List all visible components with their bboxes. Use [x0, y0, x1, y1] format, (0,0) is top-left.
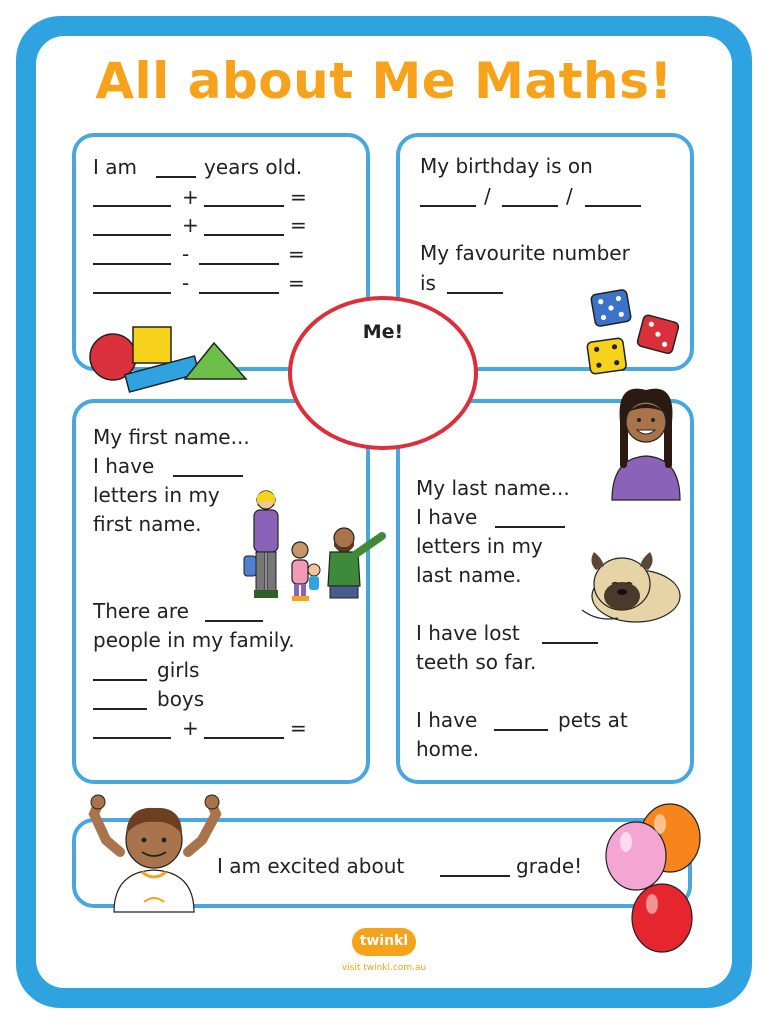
family-there-are: There are	[93, 599, 189, 623]
girl-illustration	[606, 388, 686, 500]
family-count-blank[interactable]	[205, 620, 263, 622]
family-sum-blank-a[interactable]	[93, 737, 171, 739]
balloons-icon	[600, 800, 710, 960]
boys-label: boys	[157, 687, 205, 711]
first-name-letters: letters in my	[93, 483, 220, 507]
sum2-blank-a[interactable]	[93, 234, 171, 236]
first-name-label: My first name...	[93, 425, 250, 449]
shapes-icon	[88, 325, 253, 385]
favourite-number-is: is	[420, 271, 436, 295]
sum4-blank-a[interactable]	[93, 292, 171, 294]
grade-blank[interactable]	[440, 875, 510, 877]
first-name-have: I have	[93, 454, 155, 478]
excited-label: I am excited about	[217, 854, 405, 878]
sum4-equals: =	[288, 271, 305, 295]
pets-home: home.	[416, 737, 480, 761]
family-sum-plus: +	[182, 716, 199, 740]
page-title: All about Me Maths!	[95, 52, 673, 110]
teeth-blank[interactable]	[542, 642, 598, 644]
grade-label: grade!	[516, 854, 583, 878]
family-sum-blank-b[interactable]	[204, 737, 284, 739]
favourite-number-blank[interactable]	[447, 292, 503, 294]
sum2-plus: +	[182, 213, 199, 237]
birthday-month-blank[interactable]	[502, 205, 558, 207]
waving-child-illustration	[84, 794, 224, 912]
sum3-blank-b[interactable]	[199, 263, 279, 265]
girls-label: girls	[157, 658, 200, 682]
birthday-slash-2: /	[566, 184, 573, 208]
boys-blank[interactable]	[93, 708, 147, 710]
website-link[interactable]: visit twinkl.com.au	[341, 963, 427, 973]
twinkl-logo-text: twinkl	[359, 933, 409, 949]
me-circle[interactable]	[288, 296, 478, 450]
sum3-minus: -	[182, 242, 190, 266]
last-name-label: My last name...	[416, 476, 570, 500]
birthday-year-blank[interactable]	[585, 205, 641, 207]
pets-label: pets at	[558, 708, 628, 732]
birthday-slash-1: /	[484, 184, 491, 208]
first-name-letters-blank[interactable]	[173, 475, 243, 477]
sum3-equals: =	[288, 242, 305, 266]
teeth-label: I have lost	[416, 621, 520, 645]
girls-blank[interactable]	[93, 679, 147, 681]
sum4-minus: -	[182, 271, 190, 295]
sum1-plus: +	[182, 185, 199, 209]
pets-blank[interactable]	[494, 729, 548, 731]
favourite-number-label: My favourite number	[420, 241, 630, 265]
sum2-blank-b[interactable]	[204, 234, 284, 236]
last-name-letters-blank[interactable]	[495, 526, 565, 528]
dice-icon	[585, 288, 685, 380]
family-people: people in my family.	[93, 628, 295, 652]
first-name-end: first name.	[93, 512, 202, 536]
birthday-day-blank[interactable]	[420, 205, 476, 207]
age-label-b: years old.	[204, 155, 303, 179]
teeth-end: teeth so far.	[416, 650, 537, 674]
me-label: Me!	[362, 321, 404, 343]
age-label-a: I am	[93, 155, 137, 179]
pug-dog-illustration	[578, 544, 680, 626]
sum1-equals: =	[290, 185, 307, 209]
last-name-have: I have	[416, 505, 478, 529]
last-name-end: last name.	[416, 563, 522, 587]
family-sum-equals: =	[290, 716, 307, 740]
sum4-blank-b[interactable]	[199, 292, 279, 294]
last-name-letters: letters in my	[416, 534, 543, 558]
sum1-blank-a[interactable]	[93, 205, 171, 207]
sum2-equals: =	[290, 213, 307, 237]
age-blank[interactable]	[156, 176, 196, 178]
family-illustration	[244, 490, 389, 610]
sum3-blank-a[interactable]	[93, 263, 171, 265]
birthday-label: My birthday is on	[420, 154, 593, 178]
pets-have: I have	[416, 708, 478, 732]
sum1-blank-b[interactable]	[204, 205, 284, 207]
